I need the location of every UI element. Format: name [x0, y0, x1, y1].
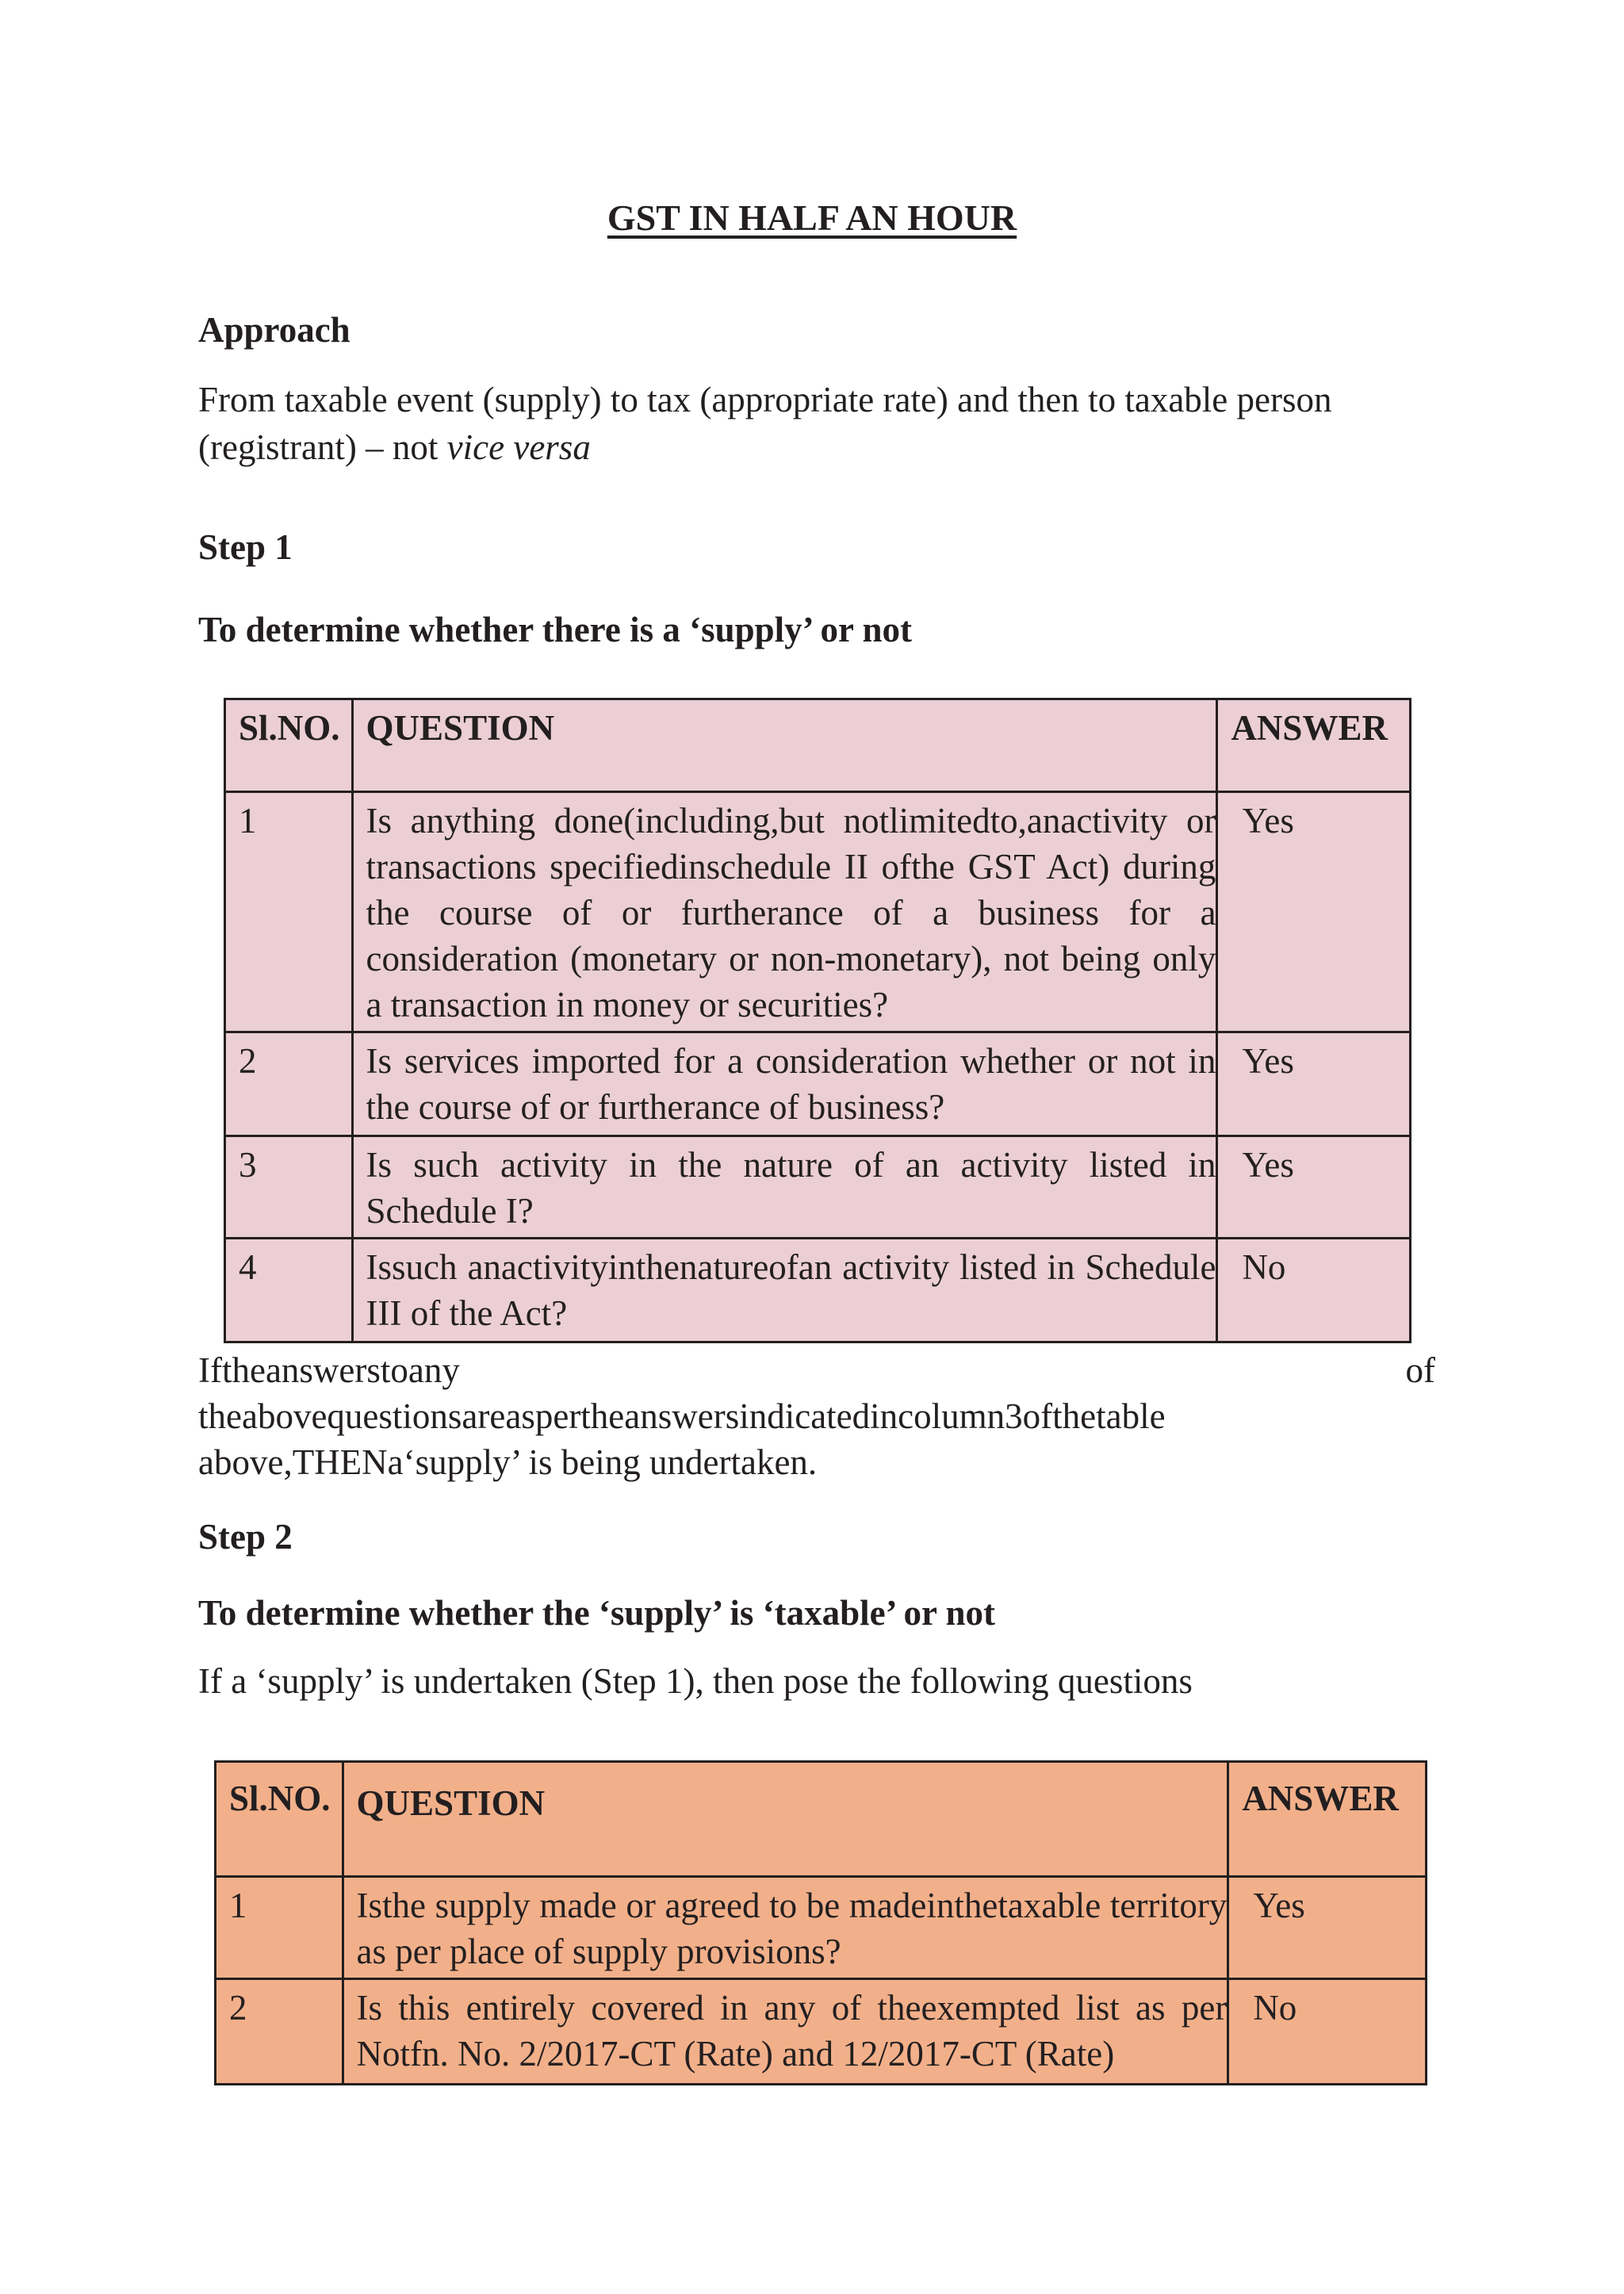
row-answer: Yes [1217, 1136, 1411, 1239]
header-question: QUESTION [352, 699, 1217, 792]
approach-text-main: From taxable event (supply) to tax (appropriate rate) and then to taxable person (registrant) – not [198, 380, 1332, 467]
table-header-row [225, 699, 1411, 792]
row-question: Isthe supply made or agreed to be madeinthetaxable territory as per place of supply provisions? [343, 1877, 1228, 1979]
step1-question-table [224, 698, 1411, 1343]
row-question: Is this entirely covered in any of theexempted list as per Notfn. No. 2/2017-CT (Rate) and 12/2017-CT (Rate) [343, 1979, 1228, 2085]
row-answer: Yes [1228, 1877, 1427, 1979]
step2-subheading: To determine whether the ‘supply’ is ‘taxable’ or not [198, 1593, 995, 1633]
document-title: GST IN HALF AN HOUR [607, 197, 1017, 238]
header-slno: Sl.NO. [225, 699, 353, 792]
table-row [216, 1979, 1427, 2085]
row-slno: 3 [225, 1136, 353, 1239]
table-row [225, 1239, 1411, 1342]
row-question: Is services imported for a consideration whether or not in the course of or furtherance of business? [352, 1032, 1217, 1136]
table-row [225, 1032, 1411, 1136]
step1-conclusion-line1 [198, 1346, 1435, 1394]
row-question: Is such activity in the nature of an activity listed in Schedule I? [352, 1136, 1217, 1239]
row-slno: 2 [225, 1032, 353, 1136]
header-answer: ANSWER [1217, 699, 1411, 792]
row-slno: 4 [225, 1239, 353, 1342]
step1-heading: Step 1 [198, 527, 293, 567]
row-slno: 2 [216, 1979, 343, 2085]
header-answer: ANSWER [1228, 1762, 1427, 1877]
row-slno: 1 [225, 792, 353, 1032]
table-row [225, 1136, 1411, 1239]
step2-heading: Step 2 [198, 1517, 293, 1557]
step1-conclusion-line3: above,THENa‘supply’ is being undertaken. [198, 1442, 818, 1482]
table-row [216, 1877, 1427, 1979]
row-answer: No [1217, 1239, 1411, 1342]
row-answer: Yes [1217, 792, 1411, 1032]
table-row [225, 792, 1411, 1032]
approach-text [198, 376, 1435, 471]
header-question: QUESTION [343, 1762, 1228, 1877]
conclusion-line1-left: Iftheanswerstoany [198, 1350, 460, 1390]
row-answer: No [1228, 1979, 1427, 2085]
step2-intro: If a ‘supply’ is undertaken (Step 1), then pose the following questions [198, 1661, 1193, 1701]
step2-question-table [214, 1760, 1427, 2085]
approach-text-italic: vice versa [446, 427, 591, 467]
step1-conclusion-line2: theabovequestionsareaspertheanswersindicatedincolumn3ofthetable [198, 1396, 1166, 1436]
header-slno: Sl.NO. [216, 1762, 343, 1877]
row-question: Issuch anactivityinthenatureofan activity listed in Schedule III of the Act? [352, 1239, 1217, 1342]
row-slno: 1 [216, 1877, 343, 1979]
table-header-row [216, 1762, 1427, 1877]
step1-subheading: To determine whether there is a ‘supply’ or not [198, 610, 912, 649]
approach-heading: Approach [198, 310, 350, 350]
row-answer: Yes [1217, 1032, 1411, 1136]
conclusion-line1-right: of [1405, 1350, 1435, 1390]
row-question: Is anything done(including,but notlimitedto,anactivity or transactions specifiedinschedule II ofthe GST Act) during the course of or furtherance of a business for a consideration (monetary or non-monetary), not being only a transaction in money or securities? [352, 792, 1217, 1032]
